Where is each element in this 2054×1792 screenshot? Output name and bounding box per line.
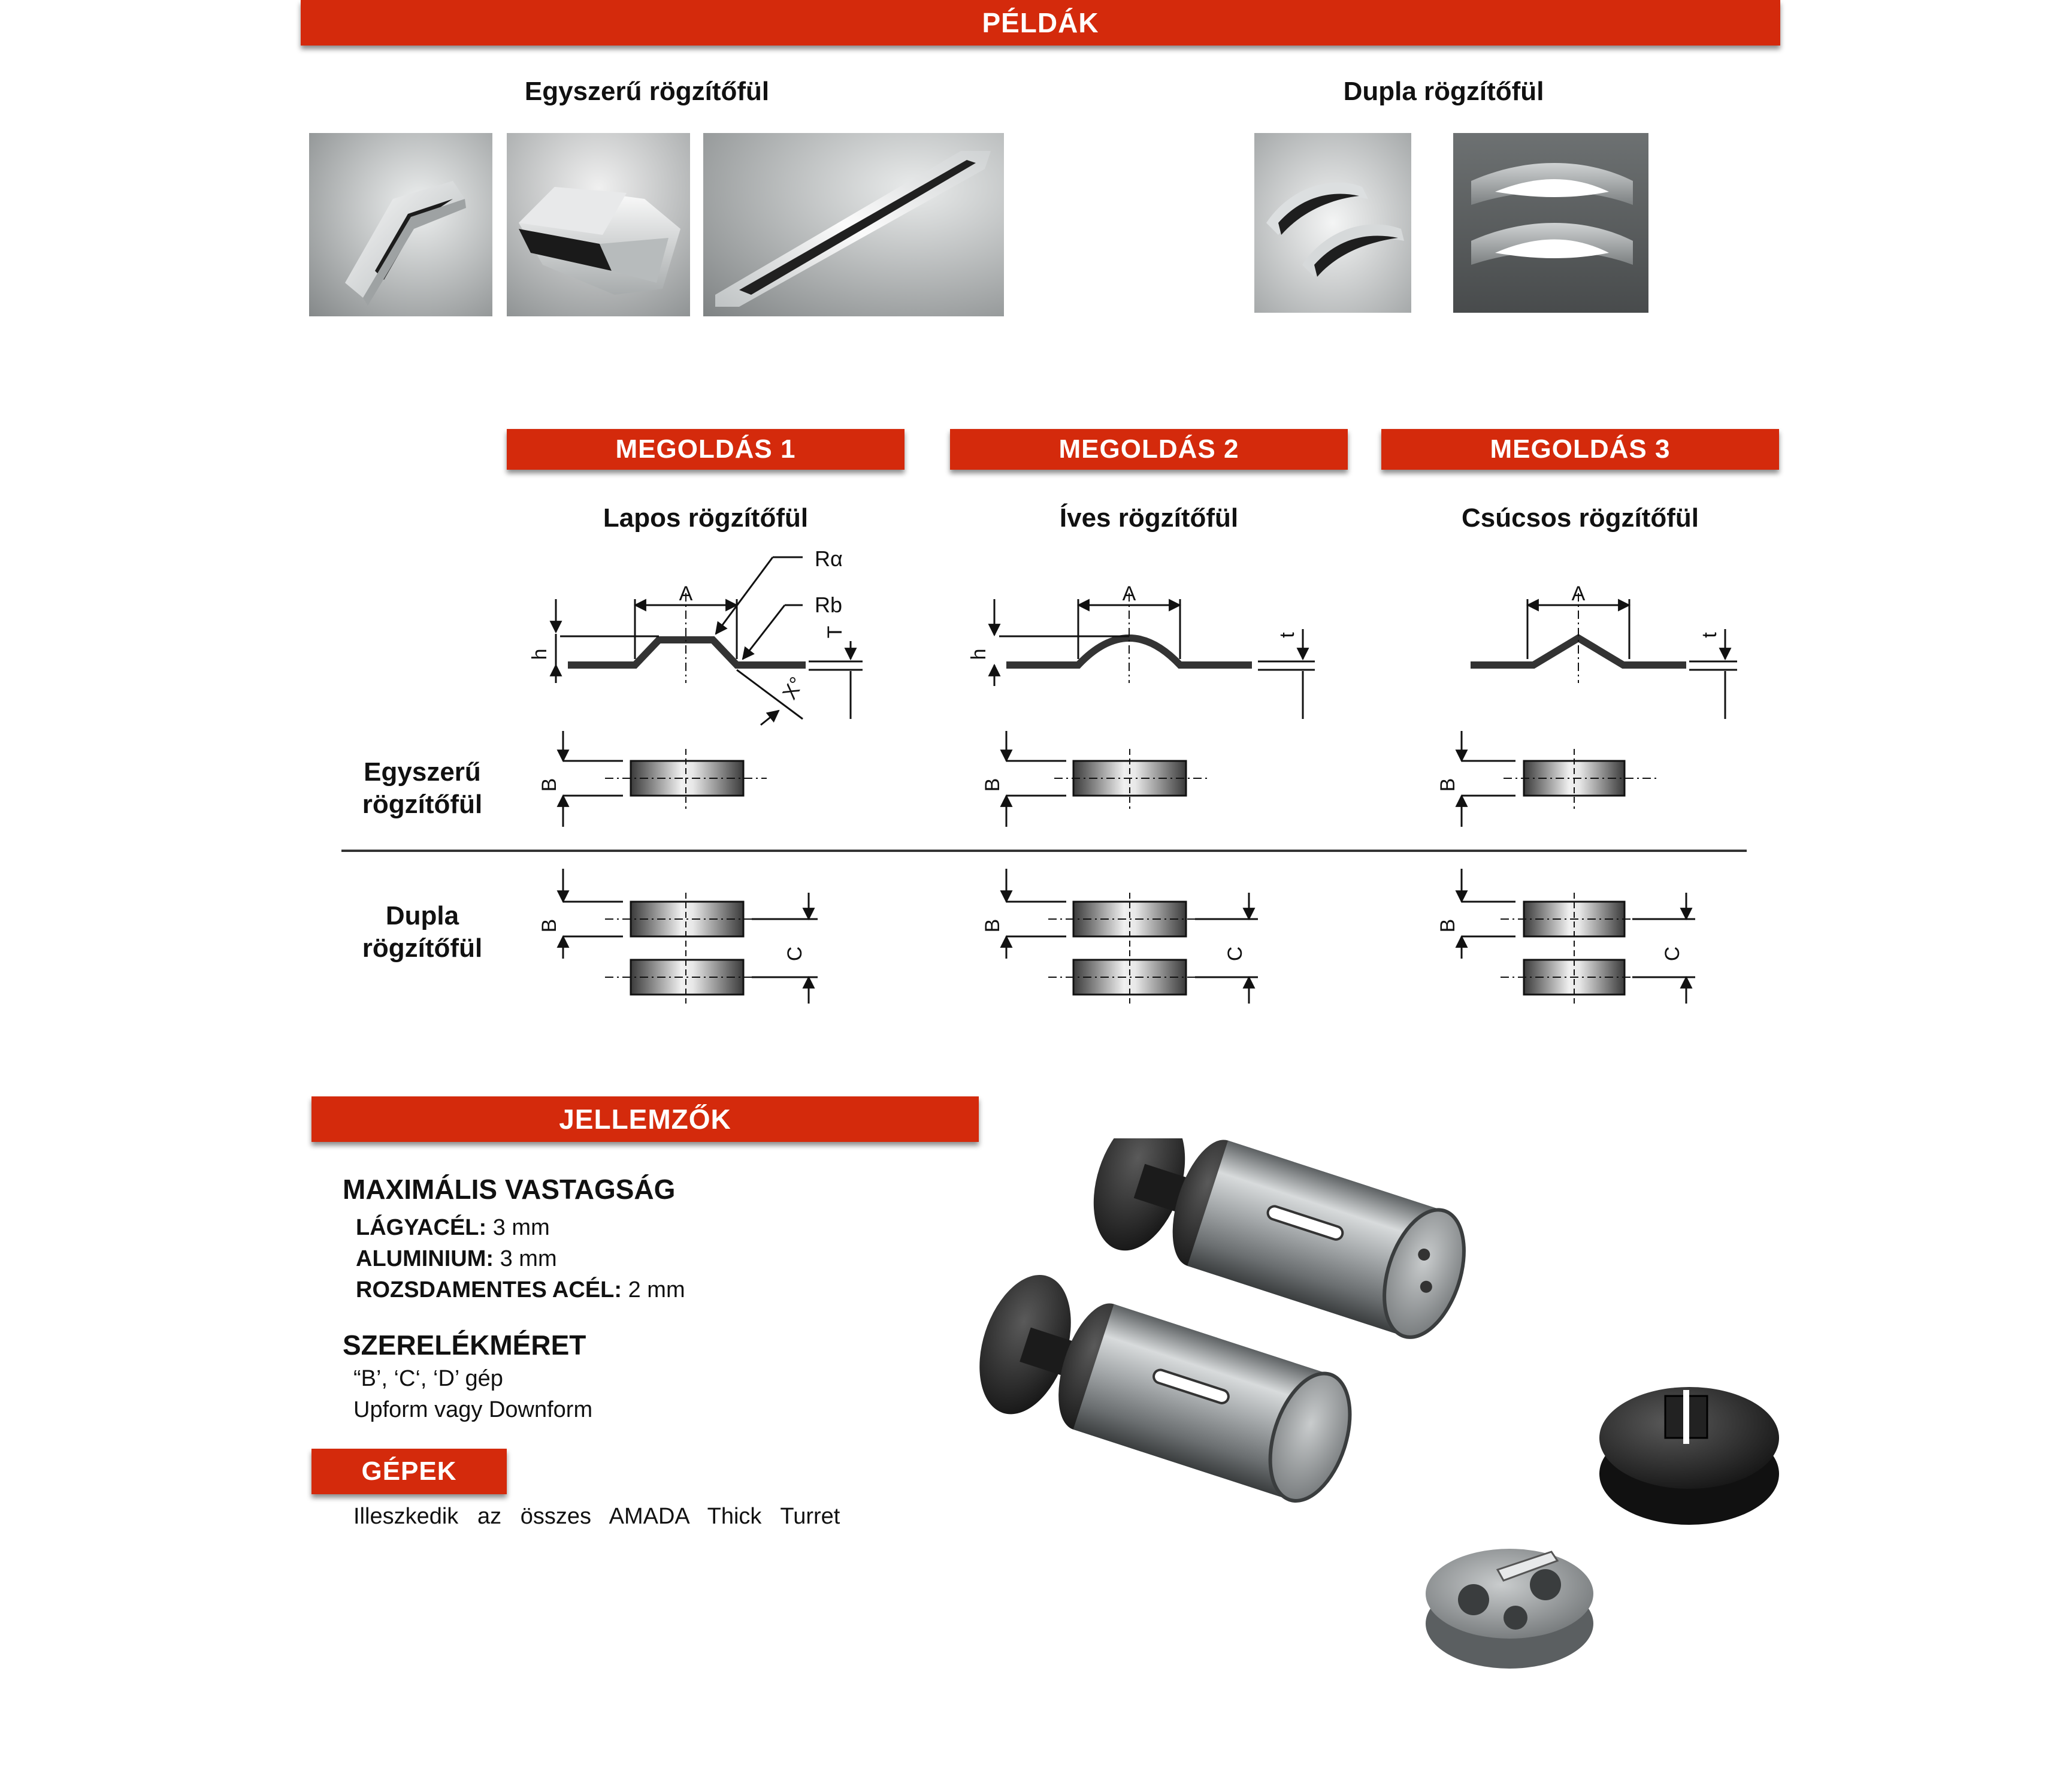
machines-header-label: GÉPEK	[361, 1456, 457, 1486]
examples-header-label: PÉLDÁK	[982, 7, 1099, 38]
dim-a-1: A	[679, 582, 693, 605]
double-tab-heading: Dupla rögzítőfül	[1343, 77, 1544, 106]
row-label-double-line2: rögzítőfül	[362, 933, 483, 963]
row-label-single-line2: rögzítőfül	[362, 790, 483, 819]
material-steel	[356, 1215, 550, 1241]
dim-t-upper-1: T	[824, 625, 846, 639]
profile-flat	[556, 557, 863, 725]
material-steel-value: 3 mm	[486, 1215, 550, 1240]
double-top-view-2	[1006, 869, 1258, 1004]
solution-2-label: MEGOLDÁS 2	[1058, 434, 1239, 464]
max-thickness-title: MAXIMÁLIS VASTAGSÁG	[343, 1174, 676, 1205]
material-stainless-name: ROZSDAMENTES ACÉL:	[356, 1277, 622, 1303]
material-stainless-value: 2 mm	[622, 1277, 685, 1303]
material-stainless	[356, 1277, 685, 1303]
dim-c-double-2: C	[1224, 946, 1247, 962]
features-header-label: JELLEMZŐK	[559, 1104, 731, 1135]
dim-ra-1: Rα	[815, 546, 843, 571]
solution-3-label: MEGOLDÁS 3	[1490, 434, 1671, 464]
row-label-single	[335, 756, 509, 821]
tool-product-photo	[946, 1138, 1809, 1678]
single-tab-heading: Egyszerű rögzítőfül	[524, 77, 770, 106]
double-top-view-1	[563, 869, 818, 1004]
row-label-double-line1: Dupla	[385, 901, 459, 930]
dim-b-double-2: B	[981, 918, 1004, 933]
material-aluminium-value: 3 mm	[494, 1246, 557, 1271]
machines-header	[311, 1449, 507, 1494]
dim-b-single-2: B	[981, 778, 1004, 792]
material-steel-name: LÁGYACÉL:	[356, 1215, 487, 1240]
dim-b-double-3: B	[1436, 918, 1459, 933]
single-top-view-2	[1006, 731, 1210, 827]
dim-a-2: A	[1122, 582, 1136, 605]
profile-peaked	[1471, 593, 1737, 719]
double-top-view-3	[1462, 869, 1695, 1004]
fixture-size-title: SZERELÉKMÉRET	[343, 1329, 586, 1361]
solution-1-name: Lapos rögzítőfül	[603, 503, 809, 533]
solution-2-name: Íves rögzítőfül	[1059, 503, 1239, 533]
dim-h-1: h	[528, 648, 551, 660]
solution-3-name: Csúcsos rögzítőfül	[1461, 503, 1699, 533]
dim-b-double-1: B	[538, 918, 561, 933]
dim-c-double-3: C	[1661, 946, 1684, 962]
dim-t-2: t	[1276, 632, 1299, 638]
row-label-single-line1: Egyszerű	[364, 757, 481, 787]
dim-x-1: X°	[778, 673, 809, 703]
single-top-view-3	[1462, 731, 1659, 827]
dim-b-single-1: B	[538, 778, 561, 792]
fixture-line-1: “B’, ‘C‘, ‘D’ gép	[353, 1366, 503, 1391]
dim-c-double-1: C	[784, 946, 806, 962]
dim-h-2: h	[967, 648, 990, 660]
fixture-line-2: Upform vagy Downform	[353, 1397, 593, 1422]
dim-rb-1: Rb	[815, 593, 843, 617]
solution-1-label: MEGOLDÁS 1	[615, 434, 796, 464]
dim-b-single-3: B	[1436, 778, 1459, 792]
machines-text: Illeszkedik az összes AMADA Thick Turret	[353, 1504, 840, 1529]
dim-t-3: t	[1698, 632, 1721, 638]
material-aluminium	[356, 1246, 557, 1272]
row-label-double	[335, 900, 509, 965]
profile-arched	[994, 593, 1315, 719]
single-top-view-1	[563, 731, 767, 827]
features-header	[311, 1096, 979, 1142]
dim-a-3: A	[1571, 582, 1586, 605]
material-aluminium-name: ALUMINIUM:	[356, 1246, 494, 1271]
